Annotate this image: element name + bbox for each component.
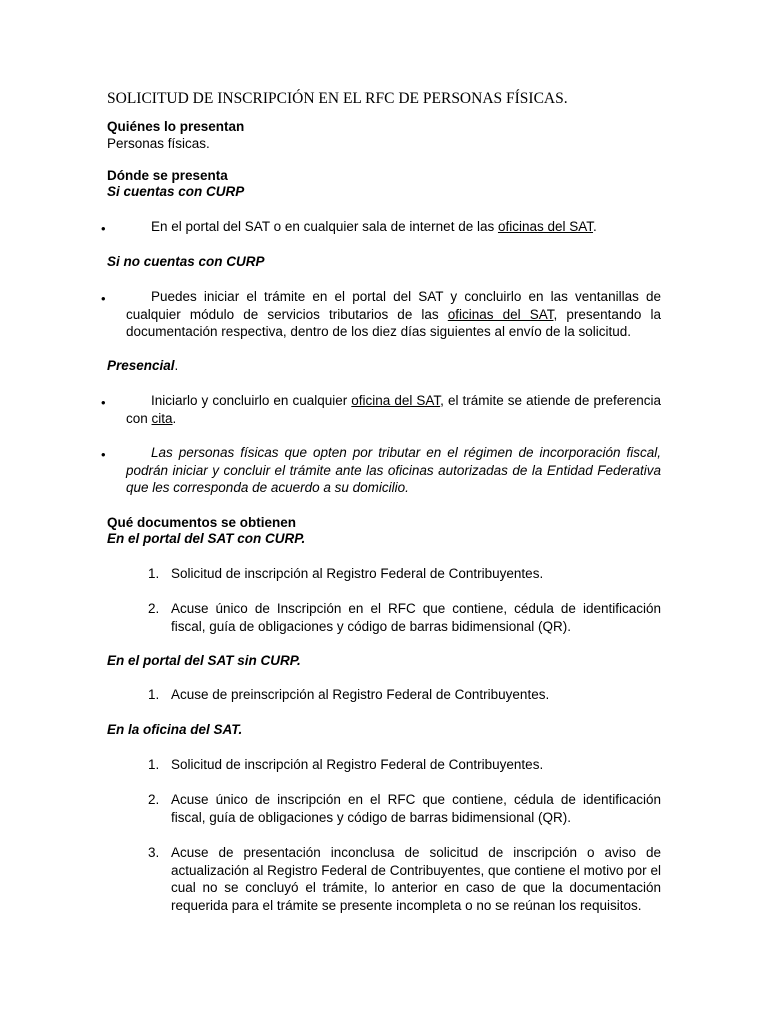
quienes-text: Personas físicas. (107, 136, 210, 151)
section-heading-documentos: Qué documentos se obtienen (107, 515, 297, 530)
subheading-oficina: En la oficina del SAT. (107, 722, 243, 737)
sin-curp-text: Puedes iniciar el trámite en el portal del SAT y concluirlo en las ventanillas de cualquier módulo de servicios tributarios de las (126, 289, 661, 322)
list-item: Acuse de preinscripción al Registro Federal de Contribuyentes. (171, 687, 550, 702)
subheading-presencial: Presencial. (107, 358, 179, 373)
list-item: Acuse de presentación inconclusa de solicitud de inscripción o aviso de actualización al Registro Federal de Contribuyentes, que contiene el motivo por el cual no se concluyó el trámite, lo anterior en caso de que la documentación requerida para el trámite se presente incompleta o no se reúnan los requisitos. (171, 845, 661, 913)
list-item: Solicitud de inscripción al Registro Federal de Contribuyentes. (171, 566, 544, 581)
con-curp-paragraph: En el portal del SAT o en cualquier sala de internet de las oficinas del SAT. (151, 219, 597, 234)
bullet-icon: • (101, 395, 106, 410)
bullet-icon: • (101, 447, 106, 462)
list-number: 1. (148, 687, 160, 702)
list-item: Solicitud de inscripción al Registro Federal de Contribuyentes. (171, 757, 544, 772)
sin-curp-paragraph: Puedes iniciar el trámite en el portal del SAT y concluirlo en las ventanillas de cualquier módulo de servicios tributarios de las oficinas del SAT, presentando la documentación respectiva, dentro de los diez días siguientes al envío de la solicitud. (126, 289, 661, 339)
presencial-paragraph: Iniciarlo y concluirlo en cualquier oficina del SAT, el trámite se atiende de preferencia con cita. (126, 393, 661, 426)
bullet-icon: • (101, 291, 106, 306)
list-item: Acuse único de Inscripción en el RFC que contiene, cédula de identificación fiscal, guía de obligaciones y código de barras bidimensional (QR). (171, 601, 661, 634)
list-number: 2. (148, 792, 160, 807)
subheading-portal-con-curp: En el portal del SAT con CURP. (107, 531, 306, 546)
list-number: 3. (148, 845, 160, 860)
subheading-portal-sin-curp: En el portal del SAT sin CURP. (107, 653, 301, 668)
bullet-icon: • (101, 221, 106, 236)
oficina-sat-link[interactable]: oficina del SAT (351, 393, 441, 408)
subheading-sin-curp: Si no cuentas con CURP (107, 254, 265, 269)
oficinas-sat-link[interactable]: oficinas del SAT (447, 306, 554, 322)
subheading-con-curp: Si cuentas con CURP (107, 184, 245, 199)
page-title: SOLICITUD DE INSCRIPCIÓN EN EL RFC DE PERSONAS FÍSICAS. (107, 90, 568, 107)
section-heading-quienes: Quiénes lo presentan (107, 119, 245, 134)
list-number: 2. (148, 601, 160, 616)
rif-paragraph: Las personas físicas que opten por tributar en el régimen de incorporación fiscal, podrán iniciar y concluir el trámite ante las oficinas autorizadas de la Entidad Federativa que les corresponda de acuerdo a su domicilio. (126, 445, 661, 495)
con-curp-text: En el portal del SAT o en cualquier sala de internet de las (151, 219, 498, 234)
oficinas-sat-link[interactable]: oficinas del SAT (497, 219, 594, 234)
list-item: Acuse único de inscripción en el RFC que contiene, cédula de identificación fiscal, guía de obligaciones y código de barras bidimensional (QR). (171, 792, 661, 825)
list-number: 1. (148, 566, 160, 581)
list-number: 1. (148, 757, 160, 772)
cita-link[interactable]: cita (151, 410, 173, 426)
section-heading-donde: Dónde se presenta (107, 168, 228, 183)
